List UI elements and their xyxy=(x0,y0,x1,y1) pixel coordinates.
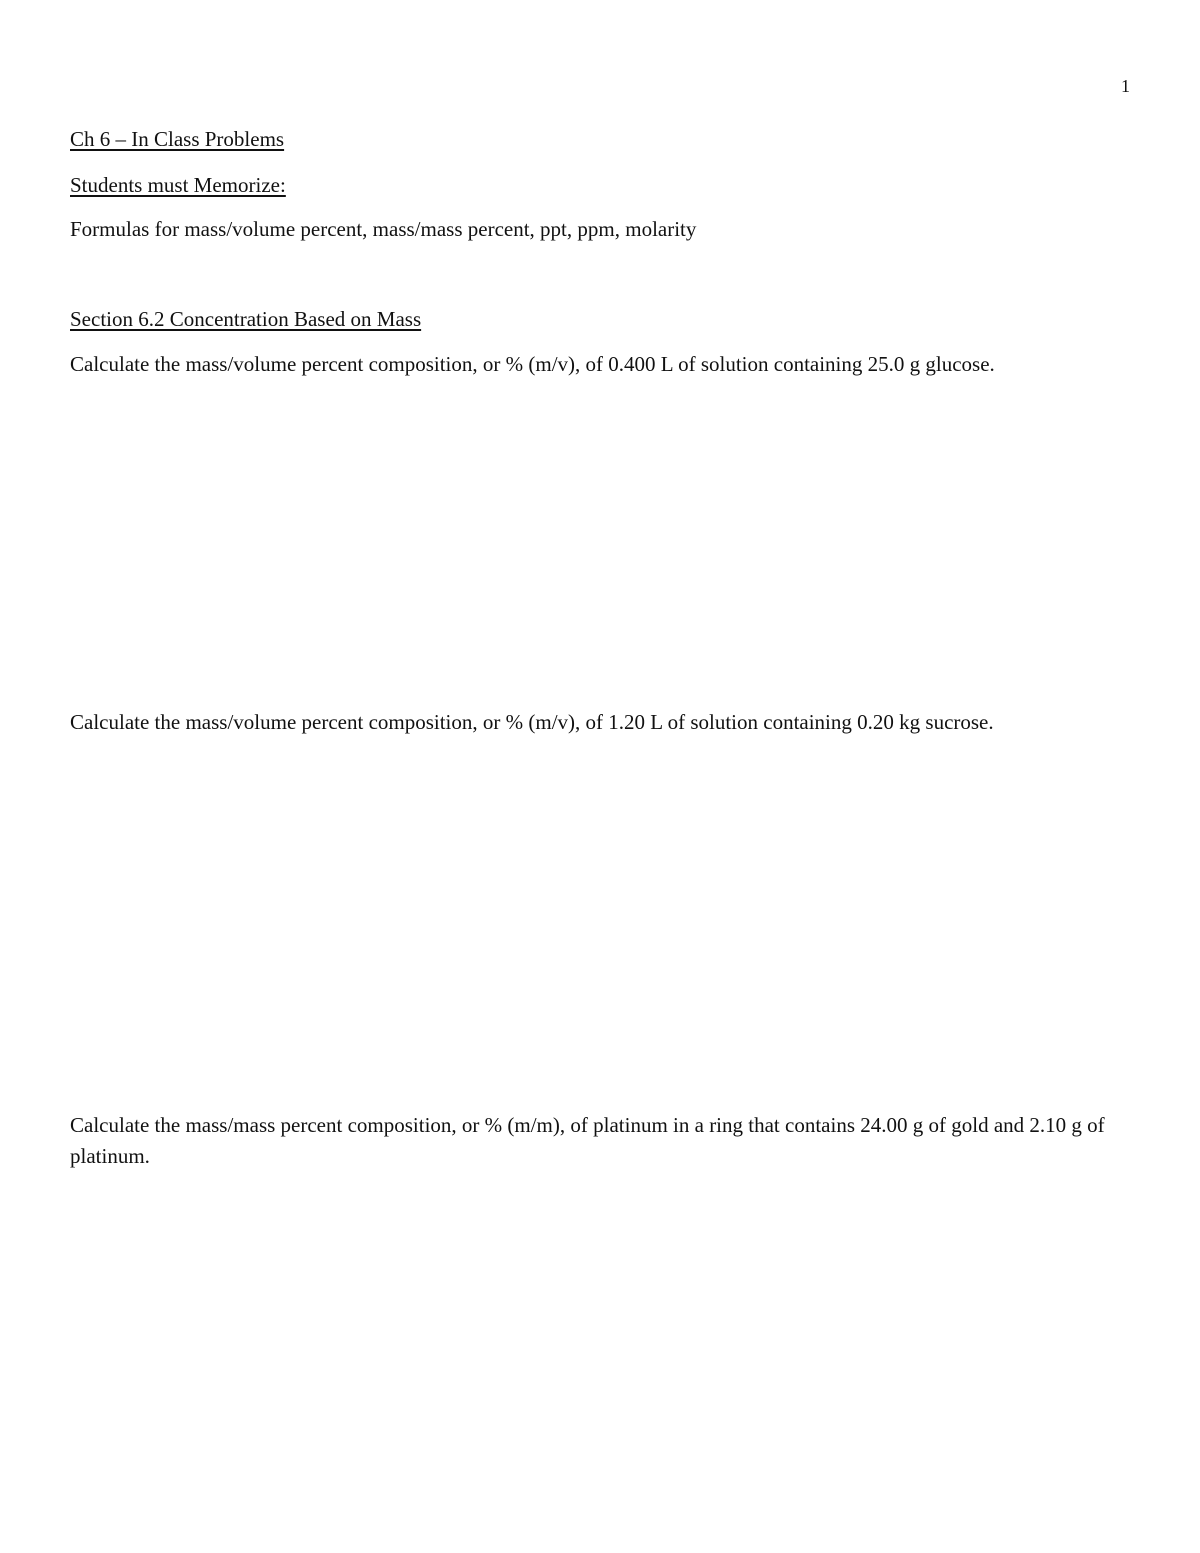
problem-2: Calculate the mass/volume percent composition, or % (m/v), of 1.20 L of solution containing 0.20 kg sucrose. xyxy=(70,710,994,734)
section-heading: Section 6.2 Concentration Based on Mass xyxy=(70,307,422,331)
page-number: 1 xyxy=(1121,76,1130,96)
problem-1: Calculate the mass/volume percent composition, or % (m/v), of 0.400 L of solution containing 25.0 g glucose. xyxy=(70,352,995,376)
memorize-heading: Students must Memorize: xyxy=(70,173,286,197)
memorize-text: Formulas for mass/volume percent, mass/mass percent, ppt, ppm, molarity xyxy=(70,217,697,241)
problem-3: Calculate the mass/mass percent composition, or % (m/m), of platinum in a ring that contains 24.00 g of gold and 2.10 g of platinum. xyxy=(70,1113,1105,1168)
document-title: Ch 6 – In Class Problems xyxy=(70,127,285,151)
